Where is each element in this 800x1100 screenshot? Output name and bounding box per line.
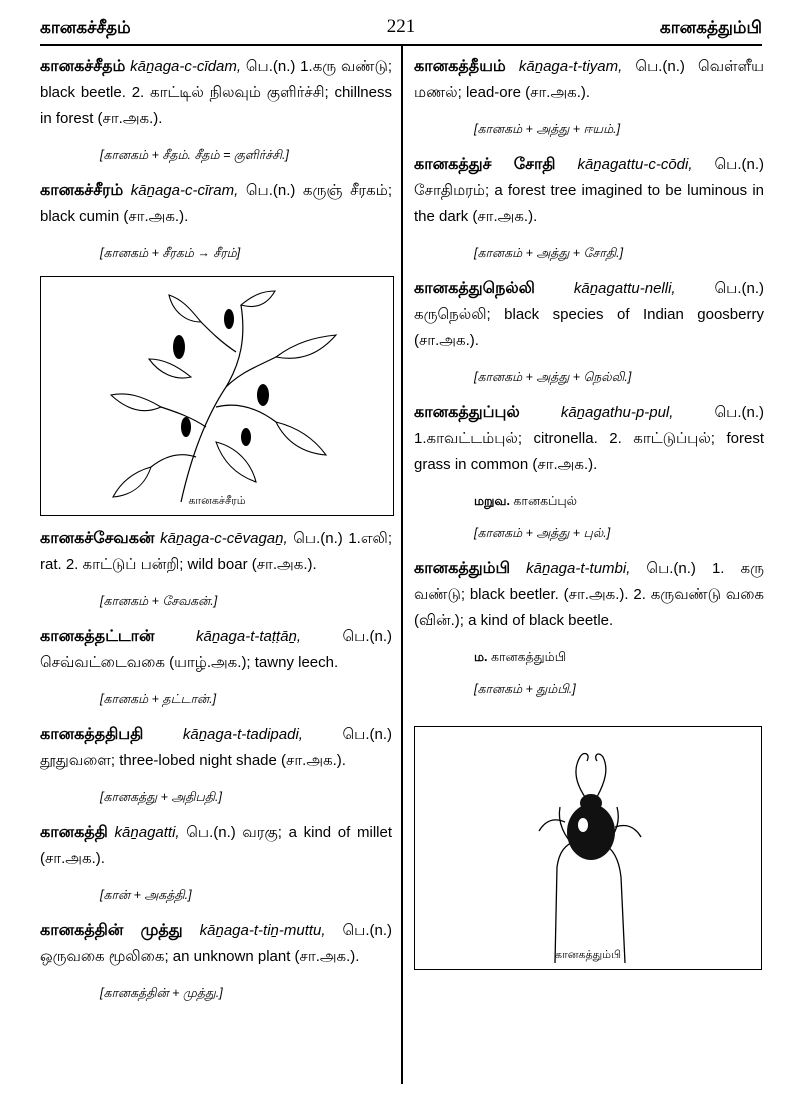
transliteration: kāṉaga-t-tiṉ-muttu, xyxy=(199,922,326,939)
transliteration: kāṉaga-t-tiyam, xyxy=(518,58,623,75)
left-column xyxy=(40,54,392,1016)
etymology: [கானகம் + அத்து + நெல்லி.] xyxy=(474,370,632,384)
entry xyxy=(40,178,392,230)
figure-plant xyxy=(40,276,394,516)
right-column xyxy=(414,54,764,970)
headword: கானகத்துப்புல் xyxy=(414,404,520,421)
cognate-label: ம. xyxy=(474,650,488,664)
definition: பெ.(n.) 1.கரு வண்டு; black beetle. 2. காட்டில் நிலவும் குளிர்ச்சி; chillness in forest (சா.அக.). xyxy=(40,58,392,127)
header-first-word: கானகச்சீதம் xyxy=(40,18,131,37)
synonym-text: கானகப்புல் xyxy=(509,494,578,508)
transliteration: kāṉaga-t-taṭṭāṉ, xyxy=(195,628,302,645)
etymology: [கானகம் + அத்து + சோதி.] xyxy=(474,246,624,260)
headword: கானகத்தி xyxy=(40,824,108,841)
headword: கானகச்சீரம் xyxy=(40,182,124,199)
entry xyxy=(414,152,764,230)
transliteration: kāṉagattu-nelli, xyxy=(573,280,676,297)
headword: கானகத்தட்டான் xyxy=(40,628,155,645)
transliteration: kāṉaga-c-cēvagaṉ, xyxy=(160,530,288,547)
headword: கானகத்ததிபதி xyxy=(40,726,144,743)
etymology: [கானகம் + அத்து + புல்.] xyxy=(474,526,611,540)
definition: பெ.(n.) வரகு; a kind of millet (சா.அக.). xyxy=(40,824,392,867)
definition: பெ.(n.) தூதுவளை; three-lobed night shade (சா.அக.). xyxy=(40,726,392,769)
transliteration: kāṉaga-t-tumbi, xyxy=(526,560,631,577)
entry xyxy=(40,54,392,132)
transliteration: kāṉagattu-c-cōdi, xyxy=(577,156,693,173)
transliteration: kāṉagathu-p-pul, xyxy=(560,404,674,421)
cognate-text: கானகத்தும்பி xyxy=(487,650,567,664)
definition: பெ.(n.) கருநெல்லி; black species of Indian goosberry (சா.அக.). xyxy=(414,280,765,349)
entry xyxy=(40,526,392,578)
entry xyxy=(40,624,392,676)
transliteration: kāṉaga-c-cīdam, xyxy=(130,58,242,75)
entry xyxy=(40,820,392,872)
etymology: [கானகம் + அத்து + ஈயம்.] xyxy=(474,122,621,136)
beetle-illustration xyxy=(415,727,761,969)
transliteration: kāṉaga-t-tadipadi, xyxy=(182,726,303,743)
definition: பெ.(n.) சோதிமரம்; a forest tree imagined to be luminous in the dark (சா.அக.). xyxy=(414,156,764,225)
definition: பெ.(n.) 1.காவட்டம்புல்; citronella. 2. காட்டுப்புல்; forest grass in common (சா.அக.). xyxy=(414,404,765,473)
definition: பெ.(n.) கருஞ் சீரகம்; black cumin (சா.அக.). xyxy=(40,182,392,225)
transliteration: kāṉagatti, xyxy=(114,824,180,841)
figure-beetle xyxy=(414,726,762,970)
etymology: [கான் + அகத்தி.] xyxy=(100,888,192,902)
definition: பெ.(n.) 1. கரு வண்டு; black beetler. (சா.அக.). 2. கருவண்டு வகை (வின்.); a kind of black beetle. xyxy=(414,560,765,629)
definition: பெ.(n.) செவ்வட்டைவகை (யாழ்.அக.); tawny leech. xyxy=(40,628,393,671)
synonym-note xyxy=(414,492,764,510)
definition: பெ.(n.) வெள்ளீய மணல்; lead-ore (சா.அக.). xyxy=(414,58,764,101)
headword: கானகத்தீயம் xyxy=(414,58,506,75)
etymology: [கானகத்தின் + முத்து.] xyxy=(100,986,223,1000)
etymology: [கானகம் + சீரகம் → சீரம்] xyxy=(100,246,241,260)
definition: பெ.(n.) 1.எலி; rat. 2. காட்டுப் பன்றி; wild boar (சா.அக.). xyxy=(40,530,393,573)
entry xyxy=(414,556,764,634)
entry xyxy=(414,54,764,106)
etymology: [கானகம் + சேவகன்.] xyxy=(100,594,218,608)
headword: கானகச்சேவகன் xyxy=(40,530,155,547)
entry xyxy=(414,276,764,354)
etymology: [கானகம் + தும்பி.] xyxy=(474,682,576,696)
plant-illustration xyxy=(41,277,393,515)
entry xyxy=(40,722,392,774)
header-last-word: கானகத்தும்பி xyxy=(659,18,762,37)
entry xyxy=(40,918,392,970)
transliteration: kāṉaga-c-cīram, xyxy=(130,182,239,199)
page-header xyxy=(40,16,762,46)
figure-caption: கானகச்சீரம் xyxy=(188,495,246,507)
headword: கானகச்சீதம் xyxy=(40,58,126,75)
etymology: [கானகம் + சீதம். சீதம் = குளிர்ச்சி.] xyxy=(100,148,289,162)
cognate-note xyxy=(414,648,764,666)
synonym-label: மறுவ. xyxy=(474,494,510,508)
headword: கானகத்துநெல்லி xyxy=(414,280,535,297)
headword: கானகத்துச் சோதி xyxy=(414,156,556,173)
etymology: [கானகத்து + அதிபதி.] xyxy=(100,790,222,804)
page-number: 221 xyxy=(386,16,416,37)
entry xyxy=(414,400,764,478)
etymology: [கானகம் + தட்டான்.] xyxy=(100,692,217,706)
figure-caption: கானகத்தும்பி xyxy=(554,949,622,961)
definition: பெ.(n.) ஒருவகை மூலிகை; an unknown plant (சா.அக.). xyxy=(40,922,393,965)
headword: கானகத்தின் முத்து xyxy=(40,922,183,939)
column-divider xyxy=(401,44,403,1084)
headword: கானகத்தும்பி xyxy=(414,560,511,577)
